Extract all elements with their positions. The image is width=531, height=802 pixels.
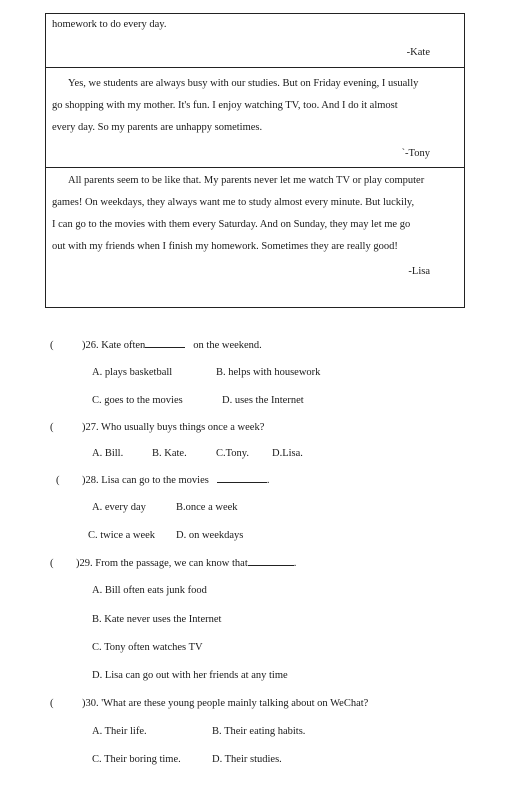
option-28-d: D. on weekdays <box>176 530 244 541</box>
question-29-stem <box>76 558 296 569</box>
option-30-a: A. Their life. <box>92 726 147 737</box>
question-27-stem: )27. Who usually buys things once a week? <box>82 422 265 433</box>
question-29-stem-end: . <box>293 558 297 569</box>
question-26-stem-end: on the weekend. <box>193 340 262 351</box>
answer-paren-26: ( <box>50 340 54 351</box>
option-26-c: C. goes to the movies <box>92 395 183 406</box>
answer-paren-29: ( <box>50 558 54 569</box>
option-28-a: A. every day <box>92 502 146 513</box>
passage-line: Yes, we students are always busy with our studies. But on Friday evening, I usually <box>68 78 419 89</box>
passage-line: homework to do every day. <box>52 19 167 30</box>
option-30-c: C. Their boring time. <box>92 754 181 765</box>
passage-line: go shopping with my mother. It's fun. I enjoy watching TV, too. And I do it almost <box>52 100 398 111</box>
question-28-stem-end: . <box>266 475 270 486</box>
option-27-a: A. Bill. <box>92 448 124 459</box>
option-28-c: C. twice a week <box>88 530 156 541</box>
option-29-c: C. Tony often watches TV <box>92 642 203 653</box>
passage-line: every day. So my parents are unhappy sometimes. <box>52 122 263 133</box>
question-30-stem: )30. 'What are these young people mainly talking about on WeChat? <box>82 698 369 709</box>
question-26-stem-text: )26. Kate often <box>82 340 146 351</box>
option-26-a: A. plays basketball <box>92 367 173 378</box>
passage-line: All parents seem to be like that. My parents never let me watch TV or play computer <box>68 175 425 186</box>
answer-blank-29[interactable] <box>248 565 294 566</box>
passage-line: I can go to the movies with them every Saturday. And on Sunday, they may let me go <box>52 219 411 230</box>
question-28-stem <box>82 475 269 486</box>
passage-lisa <box>45 168 465 308</box>
option-26-d: D. uses the Internet <box>222 395 304 406</box>
option-27-b: B. Kate. <box>152 448 187 459</box>
option-29-d: D. Lisa can go out with her friends at any time <box>92 670 288 681</box>
signature-tony: `-Tony <box>401 148 430 159</box>
passage-tony <box>45 67 465 168</box>
question-26-stem <box>82 340 262 351</box>
question-28-stem-text: )28. Lisa can go to the movies <box>82 475 209 486</box>
passage-line: out with my friends when I finish my homework. Sometimes they are really good! <box>52 241 398 252</box>
option-28-b: B.once a week <box>176 502 238 513</box>
option-30-d: D. Their studies. <box>212 754 282 765</box>
signature-lisa: -Lisa <box>408 266 430 277</box>
answer-blank-28[interactable] <box>217 482 267 483</box>
option-27-c: C.Tony. <box>216 448 250 459</box>
option-26-b: B. helps with housework <box>216 367 321 378</box>
answer-paren-27: ( <box>50 422 54 433</box>
option-29-b: B. Kate never uses the Internet <box>92 614 222 625</box>
passage-kate <box>45 13 465 67</box>
passage-line: games! On weekdays, they always want me to study almost every minute. But luckily, <box>52 197 415 208</box>
option-29-a: A. Bill often eats junk food <box>92 585 207 596</box>
option-30-b: B. Their eating habits. <box>212 726 306 737</box>
answer-blank-26[interactable] <box>145 347 185 348</box>
option-27-d: D.Lisa. <box>272 448 303 459</box>
answer-paren-28: ( <box>56 475 60 486</box>
signature-kate: -Kate <box>406 47 430 58</box>
answer-paren-30: ( <box>50 698 54 709</box>
question-29-stem-text: )29. From the passage, we can know that <box>76 558 248 569</box>
